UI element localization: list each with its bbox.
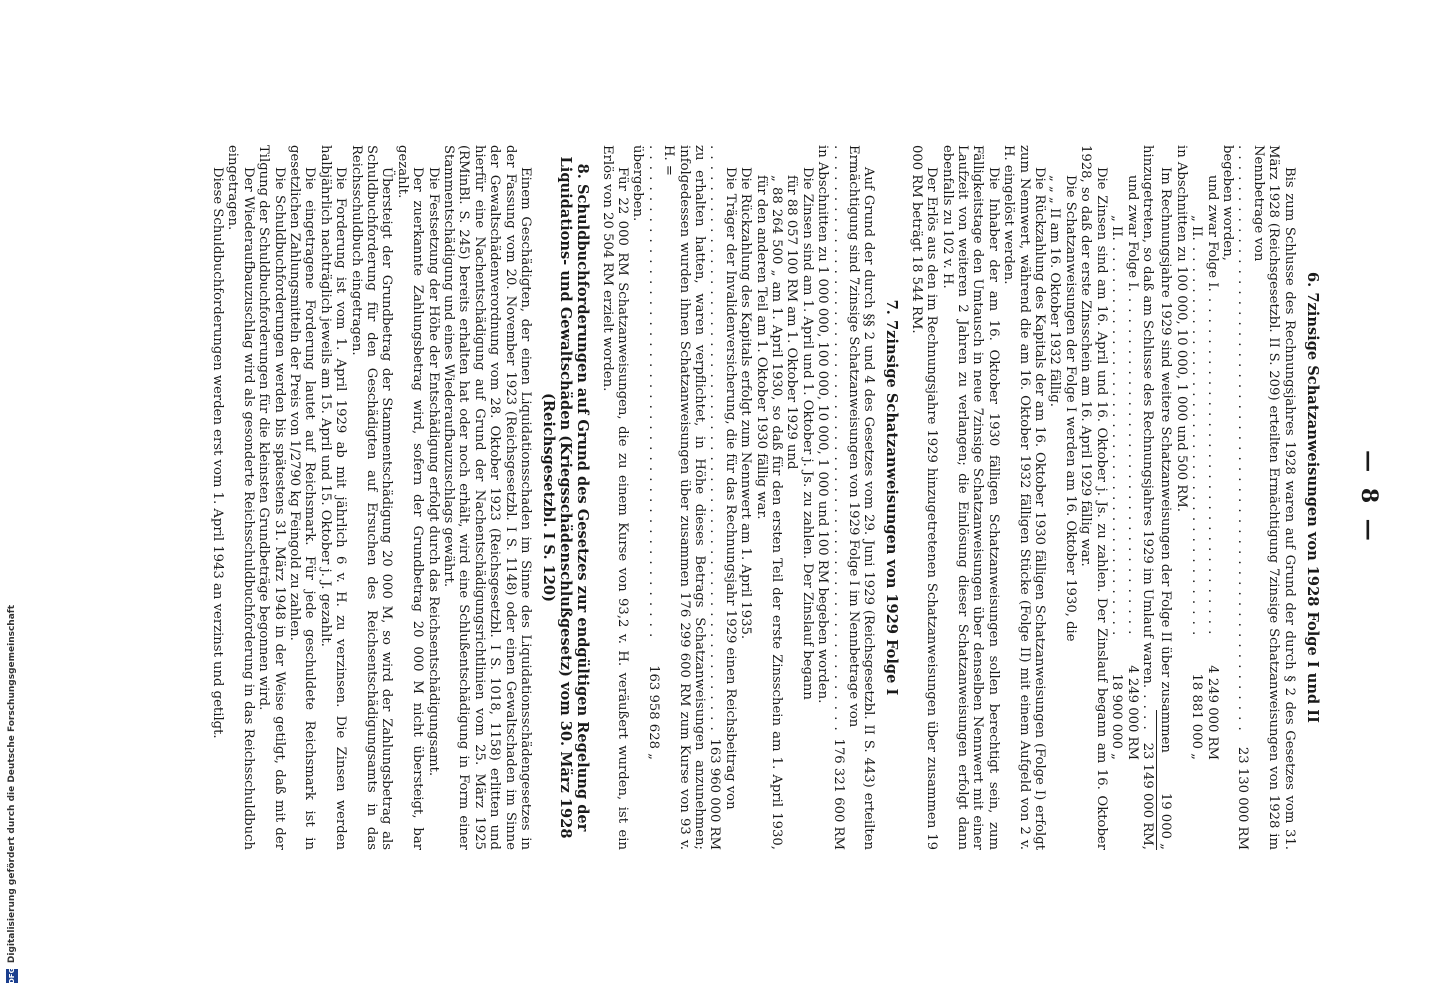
section-8-title: 8. Schuldbuchforderungen auf Grund des Gesetzes zur endgültigen Regelung der Liquidations- und Gewaltschäden (Kriegsschädenschlußgesetz) vom 30. März 1928 (Reichsgesetzbl. I S. 120) <box>540 156 592 839</box>
row-label: und zwar Folge I <box>1124 175 1140 288</box>
section-6-intro-total <box>1235 145 1250 850</box>
amount: 163 958 628 „ <box>645 665 661 760</box>
paragraph: Die Festsetzung der Höhe der Entschädigung erfolgt durch das Reichsentschädigungsamt. <box>425 167 441 777</box>
amount-row <box>830 145 845 850</box>
amount: 18 881 000 „ <box>1189 673 1205 760</box>
paragraph: „ 88 264 500 „ am 1. April 1930, so daß für den ersten Teil der erste Zinsschein am 1. April 1930, für den anderen Teil am 1. Oktober 1930 fällig war. <box>753 175 784 850</box>
paragraph: für 88 057 100 RM am 1. Oktober 1929 und <box>784 175 800 470</box>
amount: 176 321 600 RM <box>830 738 846 850</box>
amount: 4 249 000 RM <box>1124 665 1140 760</box>
amount: 163 960 000 RM <box>707 738 723 850</box>
amount: 18 900 000 „ <box>1109 673 1125 760</box>
dfg-logo-icon: DFG <box>8 967 16 985</box>
paragraph: Die Zinsen sind am 1. April und 1. Oktober j. Js. zu zahlen. Der Zinslauf begann <box>799 167 815 700</box>
amount-row <box>1124 145 1139 850</box>
paragraph: Die Zinsen sind am 16. April und 16. Oktober j. Js. zu zahlen. Der Zinslauf begann am 16. Oktober 1928, so daß der erste Zinsschein am 16. April 1929 fällig war. <box>1078 145 1109 850</box>
paragraph: Die Schatzanweisungen der Folge I werden am 16. Oktober 1930, die <box>1062 175 1078 642</box>
paragraph: Die Träger der Invalidenversicherung, die für das Rechnungsjahr 1929 einen Reichsbeitrag von <box>722 167 738 810</box>
paragraph: übergeben. <box>630 145 646 222</box>
row-label: „ II <box>1109 215 1125 237</box>
paragraph: Die eingetragene Forderung lautet auf Reichsmark. Für jede geschuldete Reichsmark ist in gesetzlichen Zahlungsmitteln der Preis von 1/2790 kg Feingold zu zahlen. <box>287 145 318 850</box>
paragraph: begeben worden, <box>1219 145 1235 261</box>
sum-rule <box>1156 710 1157 850</box>
credit-text: Digitalisierung gefördert durch die Deutsche Forschungsgemeinschaft <box>7 605 17 964</box>
paragraph: Die Inhaber der am 16. Oktober 1930 fälligen Schatzanweisungen sollen berechtigt sein, zum Fälligkeitstage den Umtausch in neue 7zinsige Schatzanweisungen über denselben Nennwert mit einer Laufzeit von weiteren 2 Jahren zu verlangen; die Einlösung dieser Schatzanweisungen erfolgt dann ebenfalls zu 102 v. H. <box>939 145 1001 850</box>
amount: 19 000 „ <box>1158 792 1174 850</box>
paragraph: in Abschnitten zu 100 000, 10 000, 1 000 und 500 RM. <box>1173 145 1189 512</box>
paragraph: in Abschnitten zu 1 000 000, 100 000, 10 000, 1 000 und 100 RM begeben worden. <box>815 145 831 704</box>
paragraph: Einem Geschädigten, der einen Liquidationsschaden im Sinne des Liquidationsschädengesetzes in der Fassung vom 20. November 1923 (Reichsgesetzbl. I S. 1148) oder einen Gewaltschaden im Sinne der Gewaltschädenverordnung vom 28. Oktober 1923 (Reichsgesetzbl. I S. 1018, 1158) erlitten und hierfür eine Nachentschädigung auf Grund der Nachentschädigungsrichtlinien vom 25. März 1925 (RMinBl. S. 245) bereits erhalten hat oder noch erhält, wird eine Schlußentschädigung in Form einer Stammentschädigung und eines Wiederaufbauzuschlags gewährt. <box>441 145 534 850</box>
section-6-title: 6. 7zinsige Schatzanweisungen von 1928 Folge I und II <box>1303 272 1321 723</box>
amount-row <box>1189 145 1204 850</box>
section-6 <box>908 145 1320 850</box>
amount-row <box>707 145 722 850</box>
amount: 23 149 000 RM, <box>1139 742 1155 850</box>
page-number: — 8 — <box>1356 450 1382 545</box>
paragraph: Die Rückzahlung des Kapitals erfolgt zum Nennwert am 1. April 1935. <box>738 167 754 640</box>
section-7 <box>599 145 900 850</box>
amount: 4 249 000 RM <box>1204 665 1220 760</box>
paragraph: Der Erlös aus den im Rechnungsjahre 1929 hinzugetretenen Schatzanweisungen über zusammen 19 000 RM beträgt 18 544 RM. <box>908 145 940 850</box>
digitization-credit <box>6 605 18 985</box>
paragraph: Diese Schuldbuchforderungen werden erst vom 1. April 1943 an verzinst und getilgt. <box>210 167 225 739</box>
paragraph: Die Schuldbuchforderungen werden bis spätestens 31. März 1948 in der Weise getilgt, daß mit der Tilgung der Schuldbuchforderungen für die kleinsten Grundbeträge begonnen wird. <box>256 145 287 850</box>
section-6-intro: Bis zum Schlusse des Rechnungsjahres 1928 waren auf Grund der durch § 2 des Gesetzes vom 31. März 1928 (Reichsgesetzbl. II S. 209) erteilten Ermächtigung 7zinsige Schatzanweisungen von 1928 im Nennbetrage von <box>1250 145 1297 850</box>
paragraph: „ „ „ II am 16. Oktober 1932 fällig. <box>1047 175 1063 407</box>
amount-row <box>645 145 660 850</box>
amount-row <box>1109 145 1124 850</box>
section-8 <box>210 145 592 850</box>
paragraph: Die Rückzahlung des Kapitals der am 16. Oktober 1930 fälligen Schatzanweisungen (Folge I) erfolgt zum Nennwert, während die am 16. Oktober 1932 fälligen Stücke (Folge II) mit einem Aufgeld von 2 v. H. eingelöst werden. <box>1001 145 1048 850</box>
row-label: und zwar Folge I <box>1204 175 1220 288</box>
paragraph: Auf Grund der durch §§ 2 und 4 des Gesetzes vom 29. Juni 1929 (Reichsgesetzbl. II S. 443) erteilten Ermächtigung sind 7zinsige Schatzanweisungen von 1929 Folge I im Nennbetrage von <box>846 145 877 850</box>
amount-row <box>1204 145 1219 850</box>
paragraph: Der Wiederaufbauzuschlag wird als gesonderte Reichsschuldbuchforderung in das Reichsschuldbuch eingetragen. <box>225 145 256 850</box>
paragraph: Für 22 000 RM Schatzanweisungen, die zu einem Kurse von 93,2 v. H. veräußert wurden, ist ein Erlös von 20 504 RM erzielt worden. <box>599 145 630 850</box>
paragraph: Der zuerkannte Zahlungsbetrag wird, sofern der Grundbetrag 20 000 M nicht übersteigt, bar gezahlt. <box>394 145 426 850</box>
amount: 23 130 000 RM <box>1235 746 1251 850</box>
row-label: „ II <box>1189 215 1205 237</box>
paragraph: Übersteigt der Grundbetrag der Stammentschädigung 20 000 M, so wird der Zahlungsbetrag als Schuldbuchforderung für den Geschädigten auf Ersuchen des Reichsentschädigungsamts in das Reichsschuldbuch eingetragen. <box>348 145 395 850</box>
amount-row: Im Rechnungsjahre 1929 sind weitere Schatzanweisungen der Folge II über zusammen 19 000 „ <box>1158 167 1174 850</box>
section-7-title: 7. 7zinsige Schatzanweisungen von 1929 Folge I <box>883 299 901 696</box>
paragraph: Die Forderung ist vom 1. April 1929 ab mit jährlich 6 v. H. zu verzinsen. Die Zinsen werden halbjährlich nachträglich jeweils am 15. April und 15. Oktober j. J. gezahlt. <box>317 145 349 850</box>
amount-row: hinzugetreten, so daß am Schlusse des Rechnungsjahres 1929 im Umlauf waren . . . 23 149 000 RM, <box>1140 145 1155 850</box>
paragraph: zu erhalten hatten, waren verpflichtet, in Höhe dieses Betrags Schatzanweisungen anzunehmen; infolgedessen wurden ihnen Schatzanweisungen über zusammen 176 299 600 RM zum Kurse von 93 v. H. = <box>661 145 707 850</box>
